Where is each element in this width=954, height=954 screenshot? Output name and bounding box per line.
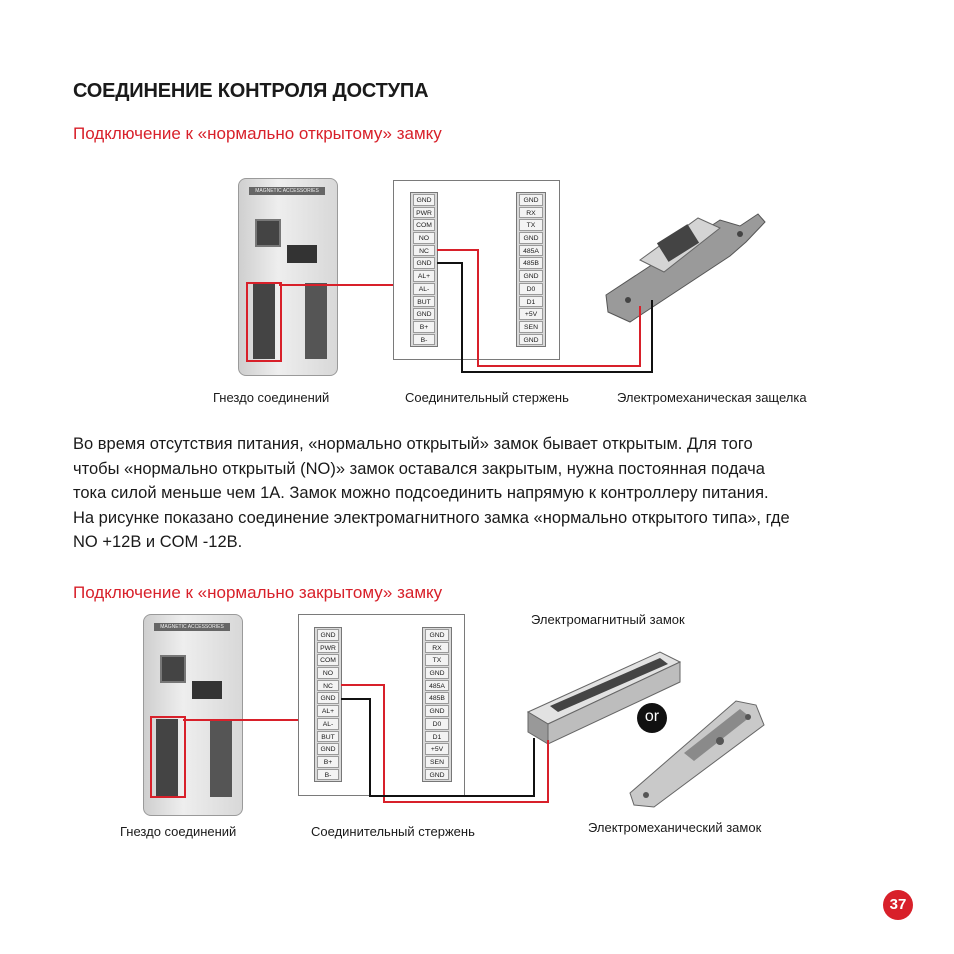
caption-rod: Соединительный стержень — [311, 824, 475, 839]
paragraph-line: NO +12В и COM -12В. — [73, 533, 243, 551]
terminal-pin: TX — [425, 654, 449, 666]
terminal-pin: D0 — [519, 283, 543, 295]
device-logo: MAGNETIC ACCESSORIES — [154, 623, 230, 631]
terminal-pin: SEN — [425, 756, 449, 768]
section1-heading: Подключение к «нормально открытому» замку — [73, 124, 442, 143]
terminal-pin: B+ — [413, 321, 435, 333]
terminal-pin: D1 — [519, 296, 543, 308]
terminal-pin: +5V — [519, 308, 543, 320]
paragraph-line: тока силой меньше чем 1А. Замок можно подсоединить напрямую к контроллеру питания. — [73, 484, 769, 502]
wire-gnd-black — [341, 699, 534, 796]
terminal-pin: GND — [425, 667, 449, 679]
terminal-pin: NC — [317, 680, 339, 692]
terminal-pin: +5V — [425, 743, 449, 755]
terminal-pin: PWR — [413, 207, 435, 219]
or-badge: or — [637, 703, 667, 733]
terminal-pin: AL+ — [317, 705, 339, 717]
terminal-pin: B+ — [317, 756, 339, 768]
terminal-pin: GND — [317, 692, 339, 704]
caption-socket: Гнездо соединений — [120, 824, 237, 839]
terminal-pin: COM — [317, 654, 339, 666]
paragraph-line: чтобы «нормально открытый (NO)» замок оставался закрытым, нужна постоянная подача — [73, 459, 765, 478]
terminal-pin: AL+ — [413, 270, 435, 282]
terminal-pin: GND — [519, 270, 543, 282]
page-number-badge: 37 — [883, 890, 913, 920]
caption-latch: Электромеханическая защелка — [617, 390, 807, 405]
terminal-pin: GND — [317, 743, 339, 755]
terminal-pin: B- — [317, 769, 339, 781]
terminal-pin: AL- — [413, 283, 435, 295]
caption-rod: Соединительный стержень — [405, 390, 569, 405]
terminal-pin: NO — [317, 667, 339, 679]
terminal-pin: PWR — [317, 642, 339, 654]
terminal-pin: 485A — [425, 680, 449, 692]
terminal-pin: NC — [413, 245, 435, 257]
paragraph-line: На рисунке показано соединение электромагнитного замка «нормально открытого типа», где — [73, 508, 790, 527]
paragraph-line: Во время отсутствия питания, «нормально открытый» замок бывает открытым. Для того — [73, 435, 753, 453]
terminal-pin: BUT — [317, 731, 339, 743]
terminal-pin: COM — [413, 219, 435, 231]
terminal-pin: RX — [519, 207, 543, 219]
caption-socket: Гнездо соединений — [213, 390, 330, 405]
caption-maglock: Электромагнитный замок — [531, 612, 685, 627]
terminal-pin: 485B — [425, 692, 449, 704]
terminal-pin: GND — [425, 705, 449, 717]
terminal-pin: NO — [413, 232, 435, 244]
terminal-pin: GND — [413, 194, 435, 206]
terminal-pin: GND — [519, 334, 543, 346]
terminal-pin: BUT — [413, 296, 435, 308]
terminal-pin: GND — [413, 308, 435, 320]
terminal-pin: RX — [425, 642, 449, 654]
device-logo: MAGNETIC ACCESSORIES — [249, 187, 325, 195]
caption-mechlock: Электромеханический замок — [588, 820, 762, 835]
terminal-pin: GND — [413, 257, 435, 269]
terminal-pin: GND — [519, 232, 543, 244]
terminal-pin: TX — [519, 219, 543, 231]
terminal-pin: GND — [519, 194, 543, 206]
page-title: СОЕДИНЕНИЕ КОНТРОЛЯ ДОСТУПА — [73, 80, 429, 102]
terminal-pin: GND — [317, 629, 339, 641]
terminal-pin: AL- — [317, 718, 339, 730]
terminal-pin: GND — [425, 629, 449, 641]
terminal-pin: D1 — [425, 731, 449, 743]
terminal-pin: 485B — [519, 257, 543, 269]
wire-no-red — [341, 685, 548, 802]
terminal-pin: 485A — [519, 245, 543, 257]
terminal-pin: B- — [413, 334, 435, 346]
terminal-pin: D0 — [425, 718, 449, 730]
terminal-pin: SEN — [519, 321, 543, 333]
section2-heading: Подключение к «нормально закрытому» замку — [73, 583, 443, 602]
terminal-pin: GND — [425, 769, 449, 781]
